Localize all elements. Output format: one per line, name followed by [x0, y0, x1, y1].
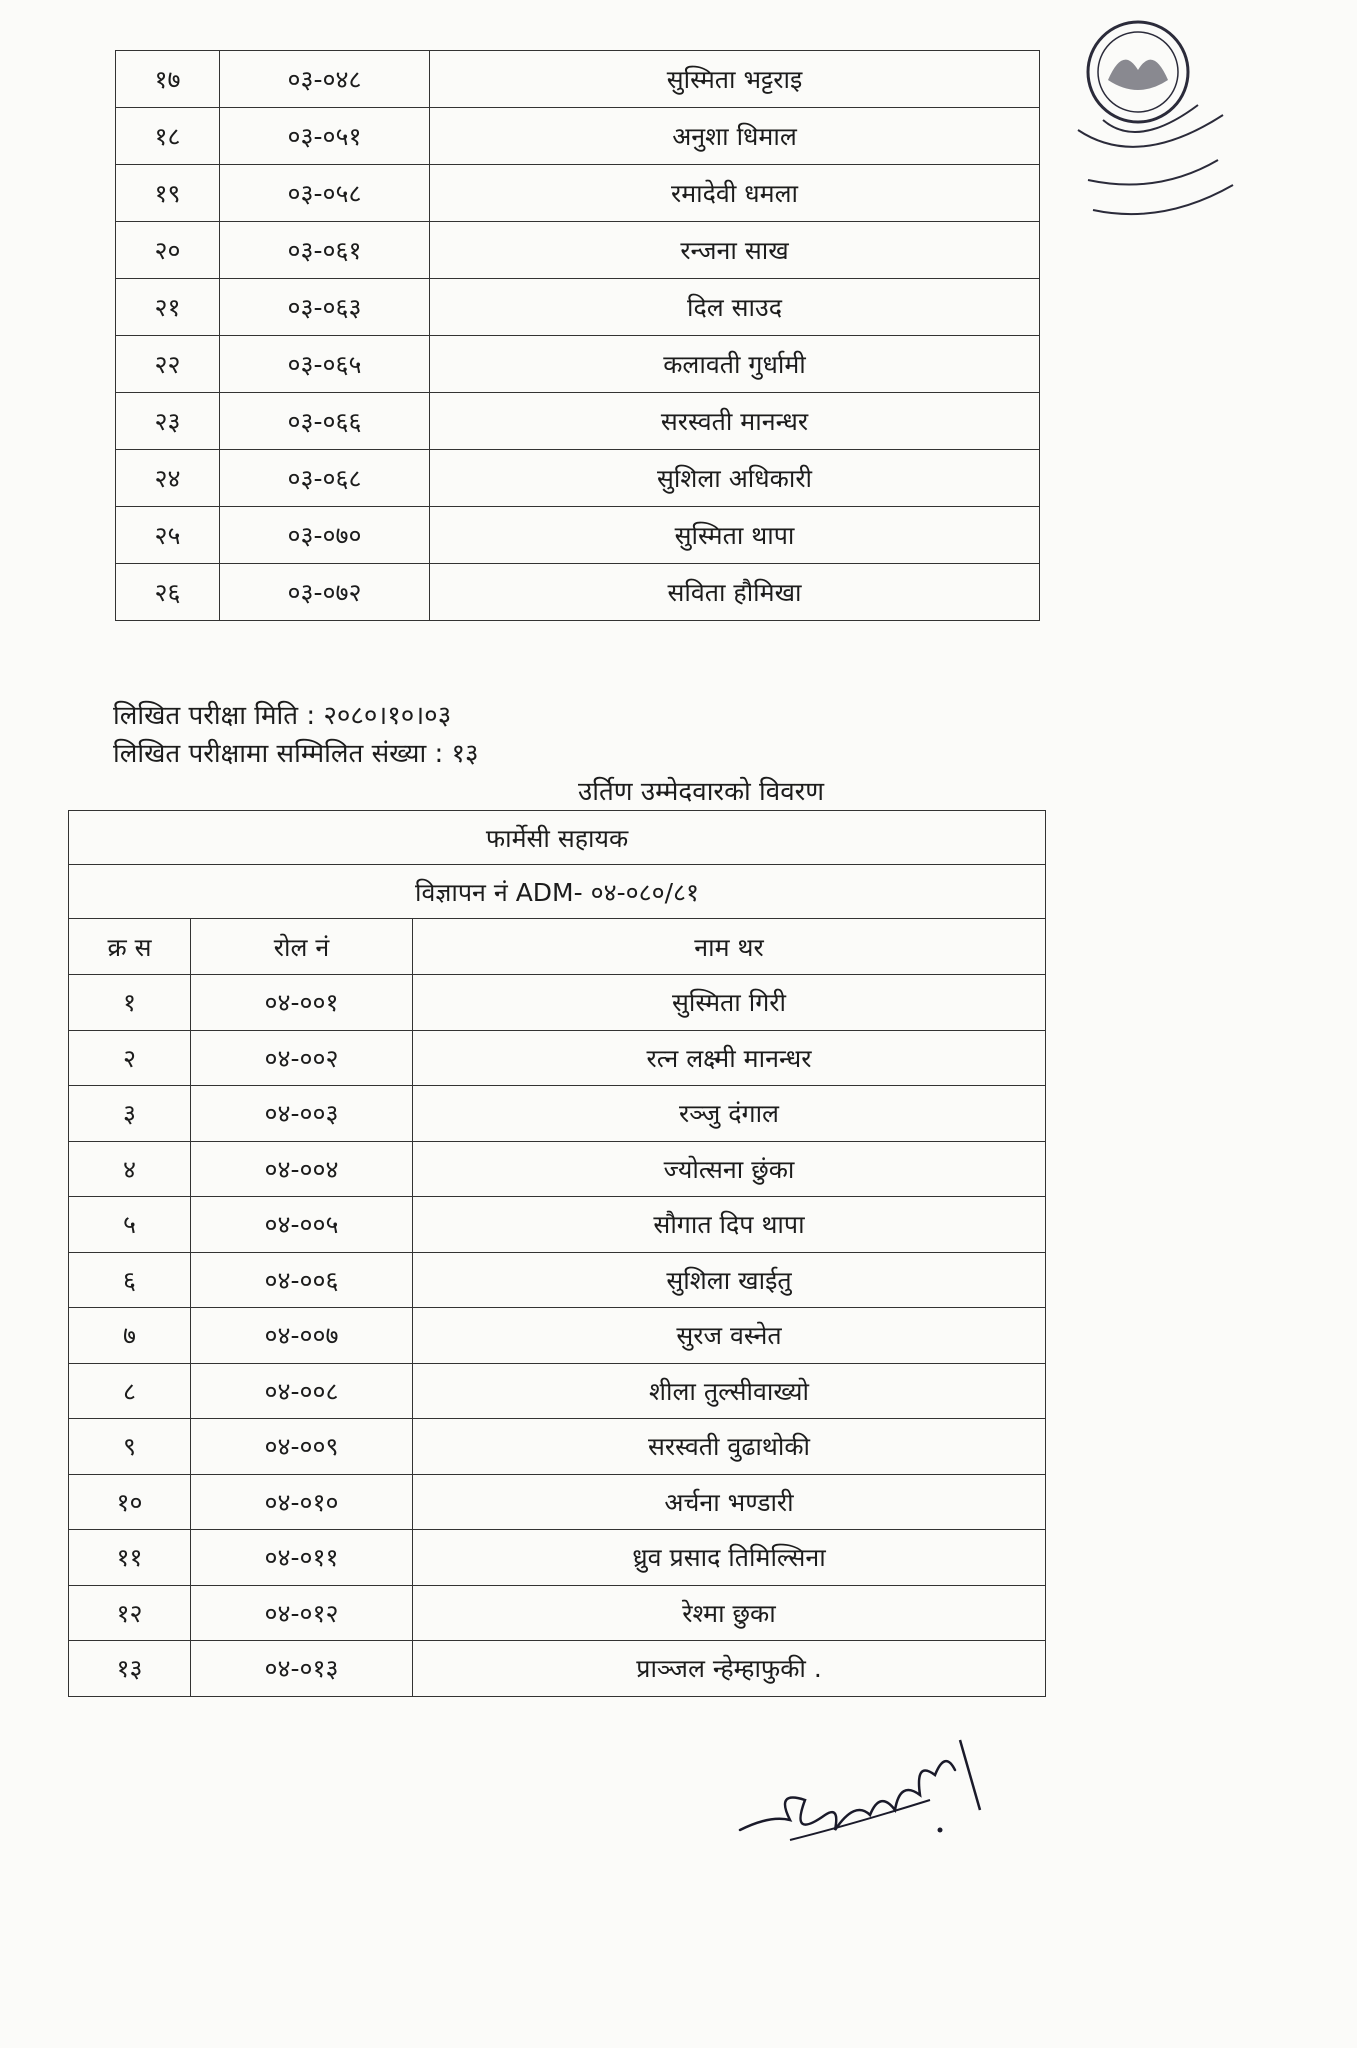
serial-number: ४ [69, 1141, 191, 1197]
roll-number: ०४-०११ [191, 1530, 413, 1586]
serial-number: २६ [116, 564, 220, 621]
candidate-name: रत्न लक्ष्मी मानन्धर [413, 1030, 1046, 1086]
roll-number: ०३-०५१ [220, 108, 430, 165]
serial-number: १ [69, 975, 191, 1031]
serial-number: ६ [69, 1252, 191, 1308]
candidate-name: अनुशा धिमाल [430, 108, 1040, 165]
written-exam-count: लिखित परीक्षामा सम्मिलित संख्या : १३ [113, 739, 479, 769]
serial-number: १८ [116, 108, 220, 165]
roll-number: ०४-००६ [191, 1252, 413, 1308]
serial-number: २ [69, 1030, 191, 1086]
roll-number: ०४-००९ [191, 1419, 413, 1475]
results-table-continued-row [116, 51, 1040, 108]
pharmacy-assistant-row [69, 1363, 1046, 1419]
serial-number: ७ [69, 1308, 191, 1364]
roll-number: ०३-०६५ [220, 336, 430, 393]
pharmacy-assistant-row [69, 1474, 1046, 1530]
column-header-roll: रोल नं [191, 919, 413, 975]
official-seal [1048, 10, 1258, 240]
passed-candidates-caption: उर्तिण उम्मेदवारको विवरण [578, 777, 825, 807]
pharmacy-assistant-row [69, 1086, 1046, 1142]
serial-number: २० [116, 222, 220, 279]
roll-number: ०३-०६८ [220, 450, 430, 507]
roll-number: ०४-००४ [191, 1141, 413, 1197]
results-table-continued-row [116, 165, 1040, 222]
position-title: फार्मेसी सहायक [69, 811, 1046, 865]
written-exam-date: लिखित परीक्षा मिति : २०८०।१०।०३ [113, 701, 452, 731]
serial-number: १९ [116, 165, 220, 222]
roll-number: ०३-०७२ [220, 564, 430, 621]
roll-number: ०३-०६६ [220, 393, 430, 450]
candidate-name: प्राञ्जल न्हेम्हाफुकी . [413, 1641, 1046, 1697]
serial-number: १२ [69, 1585, 191, 1641]
candidate-name: रञ्जु दंगाल [413, 1086, 1046, 1142]
serial-number: ३ [69, 1086, 191, 1142]
candidate-name: कलावती गुर्धामी [430, 336, 1040, 393]
results-table-continued [115, 50, 1040, 621]
serial-number: २३ [116, 393, 220, 450]
results-table-continued-row [116, 222, 1040, 279]
candidate-name: सरस्वती वुढाथोकी [413, 1419, 1046, 1475]
roll-number: ०३-०५८ [220, 165, 430, 222]
candidate-name: सुरज वस्नेत [413, 1308, 1046, 1364]
results-table-continued-row [116, 336, 1040, 393]
advertisement-number: विज्ञापन नं ADM- ०४-०८०/८१ [69, 865, 1046, 919]
pharmacy-assistant-row [69, 1197, 1046, 1253]
results-table-continued-row [116, 450, 1040, 507]
pharmacy-assistant-row [69, 1419, 1046, 1475]
candidate-name: रेश्मा छुका [413, 1585, 1046, 1641]
roll-number: ०४-००७ [191, 1308, 413, 1364]
candidate-name: अर्चना भण्डारी [413, 1474, 1046, 1530]
signature [730, 1720, 1000, 1870]
roll-number: ०३-०४८ [220, 51, 430, 108]
roll-number: ०४-००१ [191, 975, 413, 1031]
results-table-continued-row [116, 564, 1040, 621]
pharmacy-assistant-row [69, 1141, 1046, 1197]
roll-number: ०४-००२ [191, 1030, 413, 1086]
pharmacy-assistant-results-table [68, 810, 1046, 1697]
serial-number: २५ [116, 507, 220, 564]
candidate-name: सौगात दिप थापा [413, 1197, 1046, 1253]
candidate-name: सुस्मिता थापा [430, 507, 1040, 564]
roll-number: ०४-००८ [191, 1363, 413, 1419]
candidate-name: सविता हौमिखा [430, 564, 1040, 621]
candidate-name: शीला तुल्सीवाख्यो [413, 1363, 1046, 1419]
roll-number: ०३-०६३ [220, 279, 430, 336]
candidate-name: सुशिला खाईतु [413, 1252, 1046, 1308]
serial-number: १३ [69, 1641, 191, 1697]
candidate-name: दिल साउद [430, 279, 1040, 336]
serial-number: ५ [69, 1197, 191, 1253]
pharmacy-assistant-row [69, 1585, 1046, 1641]
roll-number: ०४-००५ [191, 1197, 413, 1253]
pharmacy-assistant-results-body [69, 975, 1046, 1697]
roll-number: ०४-०१३ [191, 1641, 413, 1697]
pharmacy-assistant-row [69, 1252, 1046, 1308]
column-header-name: नाम थर [413, 919, 1046, 975]
candidate-name: ज्योत्सना छुंका [413, 1141, 1046, 1197]
results-table-continued-body [116, 51, 1040, 621]
pharmacy-assistant-row [69, 1308, 1046, 1364]
roll-number: ०४-०१२ [191, 1585, 413, 1641]
serial-number: ११ [69, 1530, 191, 1586]
serial-number: २२ [116, 336, 220, 393]
serial-number: २१ [116, 279, 220, 336]
candidate-name: रमादेवी धमला [430, 165, 1040, 222]
candidate-name: सुशिला अधिकारी [430, 450, 1040, 507]
results-table-continued-row [116, 108, 1040, 165]
candidate-name: रन्जना साख [430, 222, 1040, 279]
candidate-name: सुस्मिता भट्टराइ [430, 51, 1040, 108]
candidate-name: सरस्वती मानन्धर [430, 393, 1040, 450]
pharmacy-assistant-row [69, 1530, 1046, 1586]
roll-number: ०३-०७० [220, 507, 430, 564]
serial-number: १७ [116, 51, 220, 108]
roll-number: ०४-०१० [191, 1474, 413, 1530]
serial-number: १० [69, 1474, 191, 1530]
roll-number: ०४-००३ [191, 1086, 413, 1142]
serial-number: ९ [69, 1419, 191, 1475]
pharmacy-assistant-row [69, 1641, 1046, 1697]
pharmacy-assistant-row [69, 1030, 1046, 1086]
candidate-name: ध्रुव प्रसाद तिमिल्सिना [413, 1530, 1046, 1586]
serial-number: ८ [69, 1363, 191, 1419]
candidate-name: सुस्मिता गिरी [413, 975, 1046, 1031]
results-table-continued-row [116, 393, 1040, 450]
serial-number: २४ [116, 450, 220, 507]
pharmacy-assistant-row [69, 975, 1046, 1031]
results-table-continued-row [116, 507, 1040, 564]
roll-number: ०३-०६१ [220, 222, 430, 279]
results-table-continued-row [116, 279, 1040, 336]
column-header-sn: क्र स [69, 919, 191, 975]
